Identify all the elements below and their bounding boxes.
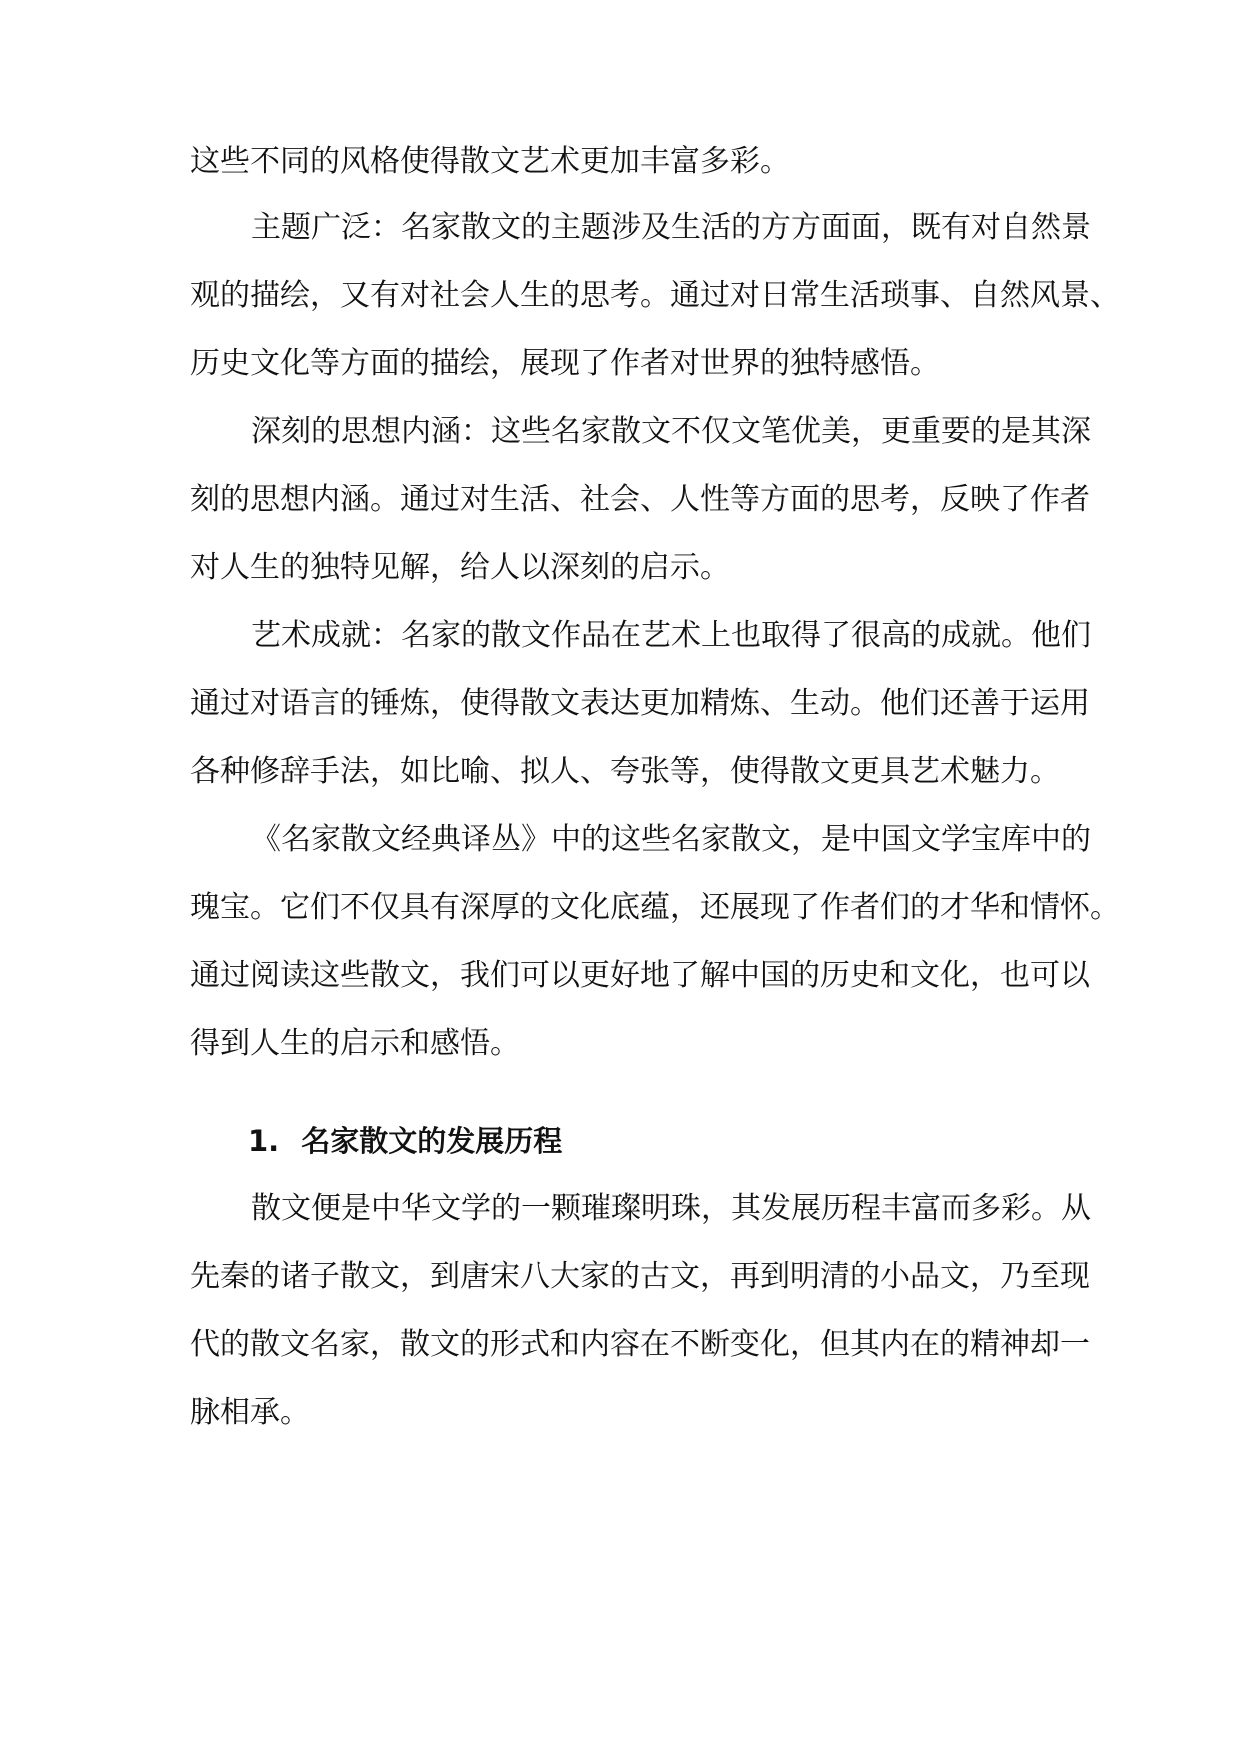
text-line: 深刻的思想内涵：这些名家散文不仅文笔优美，更重要的是其深 xyxy=(251,414,1091,449)
text-line: 代的散文名家，散文的形式和内容在不断变化，但其内在的精神却一 xyxy=(190,1327,1090,1362)
text-line: 得到人生的启示和感悟。 xyxy=(190,1026,520,1061)
text-line: 通过对语言的锤炼，使得散文表达更加精炼、生动。他们还善于运用 xyxy=(190,686,1090,721)
text-line: 脉相承。 xyxy=(190,1395,310,1430)
text-line: 瑰宝。它们不仅具有深厚的文化底蕴，还展现了作者们的才华和情怀。 xyxy=(190,890,1120,925)
text-line: 主题广泛：名家散文的主题涉及生活的方方面面，既有对自然景 xyxy=(251,210,1091,245)
text-line: 先秦的诸子散文，到唐宋八大家的古文，再到明清的小品文，乃至现 xyxy=(190,1259,1090,1294)
section-title: 名家散文的发展历程 xyxy=(301,1124,563,1158)
text-line: 艺术成就：名家的散文作品在艺术上也取得了很高的成就。他们 xyxy=(251,618,1091,653)
text-line: 散文便是中华文学的一颗璀璨明珠，其发展历程丰富而多彩。从 xyxy=(251,1191,1091,1226)
text-line: 通过阅读这些散文，我们可以更好地了解中国的历史和文化，也可以 xyxy=(190,958,1090,993)
text-line: 《名家散文经典译丛》中的这些名家散文，是中国文学宝库中的 xyxy=(251,822,1091,857)
text-line: 历史文化等方面的描绘，展现了作者对世界的独特感悟。 xyxy=(190,346,940,381)
text-line: 刻的思想内涵。通过对生活、社会、人性等方面的思考，反映了作者 xyxy=(190,482,1090,517)
text-line: 这些不同的风格使得散文艺术更加丰富多彩。 xyxy=(190,144,790,179)
text-line: 观的描绘，又有对社会人生的思考。通过对日常生活琐事、自然风景、 xyxy=(190,278,1120,313)
section-number: 1. xyxy=(248,1124,280,1158)
section-heading xyxy=(190,1119,562,1163)
text-line: 对人生的独特见解，给人以深刻的启示。 xyxy=(190,550,730,585)
text-line: 各种修辞手法，如比喻、拟人、夸张等，使得散文更具艺术魅力。 xyxy=(190,754,1060,789)
